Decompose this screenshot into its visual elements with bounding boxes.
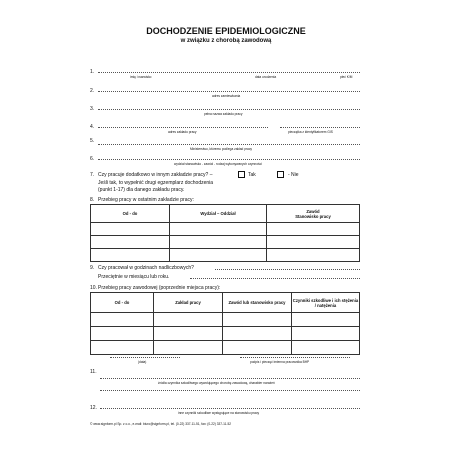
row-number-11: 11.	[90, 369, 97, 375]
q10-header-workplace: Zakład pracy	[154, 293, 223, 313]
table-cell[interactable]	[223, 341, 292, 355]
q7-question: Czy pracuje dodatkowo w innym zakładzie pracy? –	[98, 172, 213, 178]
address-label: adres zamieszkania	[212, 94, 241, 98]
occupation-label: wydział stanowisko - zawód - rodzaj wykonywanych czynności	[174, 162, 262, 166]
address-field-line[interactable]	[98, 91, 360, 92]
ministry-label: Ministerstwo, któremu podlega zakład pracy	[190, 147, 253, 151]
q11-line-2[interactable]	[100, 390, 360, 391]
row-number-4: 4.	[90, 124, 95, 130]
workplace-field-line[interactable]	[98, 109, 360, 110]
row-number-8: 8.	[90, 197, 95, 203]
q11-label: źródła czynnika szkodliwego wywołującego chorobę zawodową, charakter narażeń	[158, 381, 275, 385]
row-number-3: 3.	[90, 106, 95, 112]
date-line[interactable]	[110, 357, 180, 358]
q10-header-hazards: Czynniki szkodliwe i ich stężenia / natężenia	[292, 293, 360, 313]
stamp-label: pieczątka z identyfikatorem GIS	[288, 130, 333, 134]
signature-label: podpis i pieczęć imienna pracownika BHP	[250, 360, 310, 364]
table-cell[interactable]	[170, 223, 267, 236]
q11-line-1[interactable]	[100, 378, 360, 379]
table-cell[interactable]	[154, 313, 223, 327]
q12-label: inne czynniki szkodliwe występujące na stanowisku pracy	[178, 411, 260, 415]
row-number-10: 10.	[90, 285, 97, 291]
table-cell[interactable]	[292, 327, 360, 341]
row-number-7: 7.	[90, 172, 95, 178]
table-cell[interactable]	[91, 327, 154, 341]
table-cell[interactable]	[91, 341, 154, 355]
q9-answer-line[interactable]	[215, 269, 360, 270]
q7-note-2: (punkt 1-17) dla danego zakładu pracy.	[98, 187, 185, 193]
footer-copyright: © www.signform.pl Sp. z o.o., e-mail: biuro@signform.pl, tel. (0-22) 337-11-51, fax: (0-22) 337-11-52	[90, 422, 231, 426]
workplace-label: pełna nazwa zakładu pracy	[204, 112, 243, 116]
table-cell[interactable]	[91, 249, 170, 262]
table-cell[interactable]	[267, 223, 360, 236]
table-cell[interactable]	[154, 341, 223, 355]
form-title: DOCHODZENIE EPIDEMIOLOGICZNE	[146, 26, 306, 36]
date-label: (data)	[138, 360, 147, 364]
name-label: imię i nazwisko	[130, 75, 152, 79]
q8-header-occupation: Zawód Stanowisko pracy	[267, 205, 360, 223]
table-cell[interactable]	[267, 236, 360, 249]
q8-header-period: Od - do	[91, 205, 170, 223]
table-cell[interactable]	[154, 327, 223, 341]
birthdate-label: data urodzenia	[255, 75, 277, 79]
occupation-field-line[interactable]	[98, 159, 360, 160]
table-cell[interactable]	[91, 223, 170, 236]
q8-title: Przebieg pracy w ostatnim zakładzie pracy:	[98, 197, 194, 203]
ministry-field-line[interactable]	[98, 144, 360, 145]
table-cell[interactable]	[292, 341, 360, 355]
row-number-5: 5.	[90, 138, 95, 144]
table-cell[interactable]	[91, 236, 170, 249]
q9-question: Czy pracował w godzinach nadliczbowych?	[98, 265, 194, 271]
q8-table	[90, 204, 360, 262]
table-cell[interactable]	[292, 313, 360, 327]
q7-no-label: - Nie	[288, 172, 299, 178]
q7-yes-checkbox[interactable]	[238, 171, 245, 178]
table-cell[interactable]	[267, 249, 360, 262]
table-cell[interactable]	[170, 249, 267, 262]
stamp-field-line[interactable]	[280, 127, 360, 128]
row-number-9: 9.	[90, 265, 95, 271]
table-cell[interactable]	[223, 313, 292, 327]
q12-line[interactable]	[100, 408, 360, 409]
row-number-2: 2.	[90, 88, 95, 94]
gender-label: płeć K/M	[340, 75, 353, 79]
q7-yes-label: Tak	[248, 172, 256, 178]
name-field-line[interactable]	[98, 72, 360, 73]
q10-header-period: Od - do	[91, 293, 154, 313]
table-cell[interactable]	[170, 236, 267, 249]
table-cell[interactable]	[223, 327, 292, 341]
q7-no-checkbox[interactable]	[277, 171, 284, 178]
q7-note-1: Jeśli tak, to wypełnić drugi egzemplarz dochodzenia	[98, 180, 214, 186]
q8-header-department: Wydział – Oddział	[170, 205, 267, 223]
form-subtitle: w związku z chorobą zawodową	[180, 38, 272, 44]
workplace-address-label: adres zakładu pracy	[168, 130, 197, 134]
q9-note: Przeciętnie w miesiącu lub roku.	[98, 274, 170, 280]
row-number-1: 1.	[90, 69, 95, 75]
row-number-6: 6.	[90, 156, 95, 162]
q10-header-occupation: Zawód lub stanowisko pracy	[223, 293, 292, 313]
row-number-12: 12.	[90, 405, 97, 411]
q10-table	[90, 292, 360, 355]
q9-note-line[interactable]	[190, 278, 360, 279]
form-page	[70, 22, 382, 432]
signature-line[interactable]	[240, 357, 350, 358]
workplace-address-field-line[interactable]	[98, 127, 268, 128]
q10-title: Przebieg pracy zawodowej (poprzednie miejsca pracy):	[98, 285, 221, 291]
table-cell[interactable]	[91, 313, 154, 327]
